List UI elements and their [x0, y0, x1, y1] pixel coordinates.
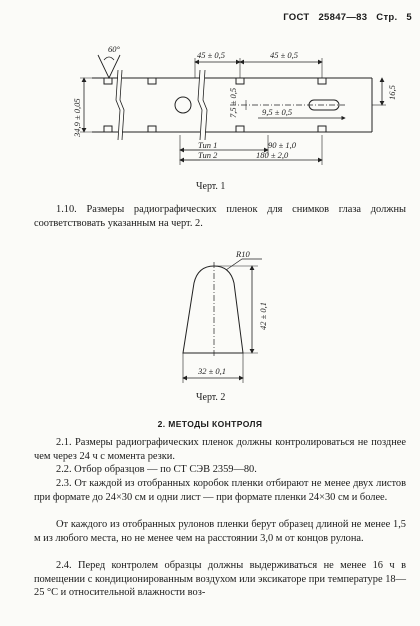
angle-label: 60°: [108, 44, 120, 54]
type2-label: Тип 2: [198, 150, 218, 160]
slot-height-label: 7,5 ± 0,5: [228, 87, 238, 118]
paragraph-2-3: 2.3. От каждой из отобранных коробок пленки отбирают не менее двух листов при формате до 24×30 см и одни лист — при формате пленки 24×30 см и более.: [34, 478, 406, 503]
edge-dim-label: 16,5: [387, 85, 397, 100]
type1-dim-label: 90 ± 1,0: [268, 140, 297, 150]
spacing2-label: 45 ± 0,5: [270, 50, 299, 60]
fig2-height-label: 42 ± 0,1: [258, 301, 268, 330]
figure2-caption: Черт. 2: [196, 392, 226, 403]
paragraph-2-4: 2.4. Перед контролем образцы должны выдерживаться не менее 16 ч в помещении с кондиционированным воздухом или эксикаторе при температуре 18—25 °С и относительной влажности воз-: [34, 560, 406, 599]
figure2-drawing: [183, 259, 262, 383]
figure1-caption: Черт. 1: [196, 181, 226, 192]
fig2-width-label: 32 ± 0,1: [198, 366, 227, 376]
standard-label: ГОСТ: [283, 12, 310, 23]
type1-label: Тип 1: [198, 140, 218, 150]
paragraph-1-10: 1.10. Размеры радиографических пленок для снимков глаза должны соответствовать указанным на черт. 2.: [34, 204, 406, 229]
standard-number: 25847—83: [318, 12, 368, 23]
paragraph-2-2: 2.2. Отбор образцов — по СТ СЭВ 2359—80.: [56, 464, 257, 475]
paragraph-rolls: От каждого из отобранных рулонов пленки берут образец длиной не менее 1,5 м из любого места, но не менее чем на расстоянии 3,0 м от концов рулона.: [34, 519, 406, 544]
spacing1-label: 45 ± 0,5: [197, 50, 226, 60]
section-title: 2. МЕТОДЫ КОНТРОЛЯ: [157, 419, 263, 429]
width-dim-label: 34,9 ± 0,05: [72, 98, 82, 137]
page-label: Стр.: [376, 12, 398, 23]
radius-label: R10: [236, 249, 250, 259]
paragraph-2-1: 2.1. Размеры радиографических пленок должны контролироваться не позднее чем через 24 ч с момента резки.: [34, 437, 406, 462]
type2-dim-label: 180 ± 2,0: [256, 150, 289, 160]
hole-width-label: 9,5 ± 0,5: [262, 107, 293, 117]
page-number: 5: [406, 12, 412, 23]
